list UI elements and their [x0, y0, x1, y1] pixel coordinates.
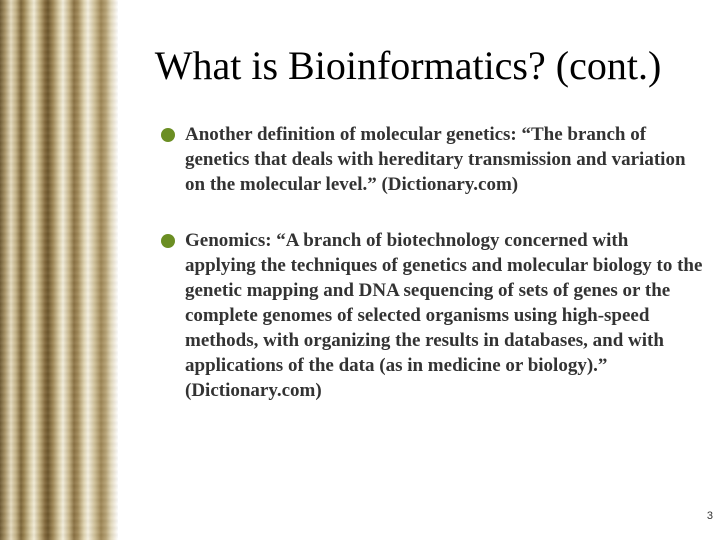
bullet-dot-icon	[161, 128, 175, 142]
bullet-dot-icon	[161, 234, 175, 248]
bullet-text: Genomics: “A branch of biotechnology concerned with applying the techniques of genetics and molecular biology to the genetic mapping and DNA sequencing of sets of genes or the complete genomes of selected organisms using high-speed methods, with organizing the results in databases, and with applications of the data (as in medicine or biology).” (Dictionary.com)	[185, 230, 703, 401]
bullet-item	[158, 122, 703, 197]
bullet-text: Another definition of molecular genetics: “The branch of genetics that deals with hereditary transmission and variation on the molecular level.” (Dictionary.com)	[185, 124, 686, 195]
bullet-list	[158, 122, 703, 403]
page-number: 3	[706, 510, 713, 522]
decorative-pillar-shading	[0, 0, 118, 540]
bullet-item	[158, 228, 703, 403]
slide-title: What is Bioinformatics? (cont.)	[154, 43, 662, 88]
